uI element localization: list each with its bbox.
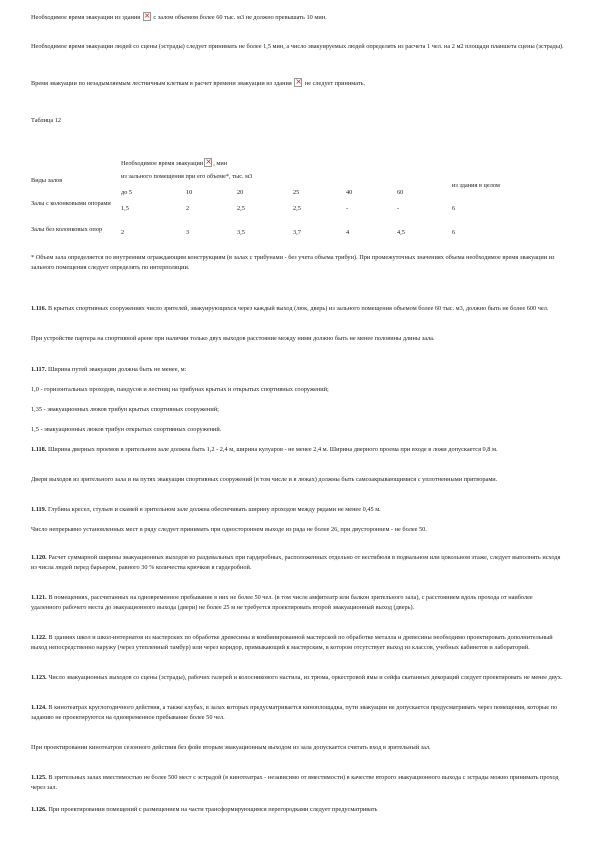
paragraph: [31, 304, 564, 314]
paragraph-text: При проектировании кинотеатров сезонного действия без фойе вторым эвакуационным выходом из зала допускается считать вход в зрительный зал.: [31, 744, 431, 751]
paragraph: [31, 633, 564, 652]
table-row-label: Залы без колонковых опор: [31, 226, 103, 233]
clause-number: 1.126.: [31, 806, 47, 813]
table-cell: 2,5: [293, 205, 301, 212]
table-subheader: 60: [397, 189, 404, 196]
paragraph-text: 1,35 - эвакуационных люков трибун крытых спортивных сооружений;: [31, 406, 219, 413]
paragraph: [31, 475, 564, 485]
table-cell: 1,5: [121, 205, 129, 212]
clause-number: 1.118.: [31, 446, 47, 453]
paragraph-text: Необходимое время эвакуации людей со сцены (эстрады) следует принимать не более 1,5 мин, а число эвакуируемых людей определять из расчета 1 чел. на 2 м2 площади планшета сцены (эстрады).: [31, 43, 564, 50]
broken-image-icon: [204, 158, 212, 167]
paragraph-text: Время эвакуации по незадымляемым лестничным клеткам в расчет времени эвакуации из здания: [31, 80, 292, 87]
clause-number: 1.124.: [31, 704, 47, 711]
paragraph-text: В зданиях школ и школ-интернатов из мастерских по обработке древесины и комбинированной мастерской по обработке металла и древесины необходимо проектировать дополнительный выход непосредственно наружу (через утепленный тамбур) или через коридор, примыкающий к мастерским, в котором отсутствует выход из классов, учебных кабинетов и лабораторий.: [31, 634, 553, 651]
broken-image-icon: [143, 12, 151, 21]
broken-image-icon: [294, 78, 302, 87]
paragraph: [31, 12, 564, 23]
paragraph-text: Число эвакуационных выходов со сцены (эстрады), рабочих галерей и колосникового настила, из трюма, оркестровой ямы и сейфа скатанных декораций следует проектировать не менее двух.: [48, 674, 563, 681]
paragraph: [31, 385, 564, 395]
paragraph-text: 1,0 - горизонтальных проходов, пандусов и лестниц на трибунах крытых и открытых спортивных сооружений;: [31, 386, 329, 393]
table-cell: 6: [452, 205, 456, 212]
table-header-hall-type: Виды залов: [31, 177, 63, 184]
table-cell: -: [397, 205, 400, 212]
header-text: Необходимое время эвакуации: [121, 160, 204, 167]
table-cell: 2,5: [237, 205, 245, 212]
paragraph-text: В зрительных залах вместимостью не более 500 мест с эстрадой (в кинотеатрах - независимо от вместимости) в качестве второго эвакуационного выхода с эстрады можно принимать проход через зал.: [31, 774, 559, 791]
clause-number: 1.123.: [31, 674, 47, 681]
paragraph: [31, 505, 564, 515]
table-subheader: 25: [293, 189, 300, 196]
table-row-label: Залы с колонковыми опорами: [31, 200, 111, 207]
table-subheader: 20: [237, 189, 244, 196]
paragraph-text: Ширина дверных проемов в зрительном зале должна быть 1,2 - 2,4 м, ширина кулуаров - не менее 2,4 м. Ширина дверного проема при входе в ложи допускается 0,8 м.: [47, 446, 498, 453]
paragraph-text: Глубина кресел, стульев и скамей в зрительном зале должна обеспечивать ширину проходов между рядами не менее 0,45 м.: [47, 506, 381, 513]
paragraph: [31, 525, 564, 535]
paragraph-text: Расчет суммарной ширины эвакуационных выходов из раздевальных при гардеробных, расположенных отдельно от вестибюля в подвальном или цокольном этаже, следует выполнять исходя из числа людей перед барьером, равного 30 % количества крючков в гардеробной.: [31, 554, 561, 571]
paragraph: [31, 334, 564, 344]
clause-number: 1.116.: [31, 305, 47, 312]
clause-number: 1.120.: [31, 554, 47, 561]
table-header-time: [121, 158, 227, 169]
paragraph: [31, 425, 564, 435]
paragraph-text: В кинотеатрах круглогодичного действия, а также клубах, в залах которых предусматривается киноплощадка, пути эвакуации не допускается предусматривать через помещения, которые по заданию не проектируются на одновременное пребывание более 50 чел.: [31, 704, 558, 721]
table-cell: 3,5: [237, 229, 245, 236]
clause-number: 1.122.: [31, 634, 47, 641]
table-subheader: 10: [186, 189, 193, 196]
paragraph: [31, 78, 564, 89]
table-header-volume: из зального помещения при его объеме*, тыс. м3: [121, 173, 253, 180]
table-cell: -: [346, 205, 349, 212]
paragraph: [31, 743, 564, 753]
table-subheader: 40: [346, 189, 353, 196]
paragraph: [31, 703, 564, 722]
paragraph: [31, 593, 564, 612]
paragraph-text: В помещениях, рассчитанных на одновременное пребывание в них не более 50 чел. (в том числе амфитеатр или балкон зрительного зала), с расстоянием вдоль прохода от наиболее удаленного рабочего места до эвакуационного выхода (двери) не более 25 м не требуется проектировать второй эвакуационный выход (дверь).: [31, 594, 533, 611]
paragraph-text: В крытых спортивных сооружениях число зрителей, эвакуирующихся через каждый выход (люк, дверь) из зального помещения объемом более 60 тыс. м3, должно быть не более 600 чел.: [47, 305, 549, 312]
paragraph-text: Число непрерывно установленных мест в ряду следует принимать при одностороннем выходе из ряда не более 26, при двустороннем - не более 50.: [31, 526, 427, 533]
table-cell: 3: [186, 229, 190, 236]
paragraph-text: При проектировании помещений с размещением на части трансформирующимся перегородками следует предусматривать: [48, 806, 378, 813]
paragraph-text: 1,5 - эвакуационных люков трибун открытых спортивных сооружений.: [31, 426, 222, 433]
table-cell: 2: [186, 205, 190, 212]
table-header-building: из здания в целом: [452, 182, 500, 189]
paragraph: [31, 673, 564, 683]
paragraph-text: Необходимое время эвакуации из здания: [31, 14, 141, 21]
paragraph: [31, 805, 564, 815]
paragraph-text: не следует принимать.: [304, 80, 366, 87]
paragraph: [31, 773, 564, 792]
table-cell: 6: [452, 229, 456, 236]
clause-number: 1.125.: [31, 774, 47, 781]
paragraph: [31, 42, 564, 52]
paragraph: [31, 365, 564, 375]
table-cell: 4: [346, 229, 350, 236]
paragraph-text: Ширина путей эвакуации должна быть не менее, м:: [47, 366, 187, 373]
paragraph-text: Двери выходов из зрительного зала и на путях эвакуации спортивных сооружений (в том числе и в люках) должны быть самозакрывающимися с уплотненными притворами.: [31, 476, 498, 483]
clause-number: 1.117.: [31, 366, 47, 373]
paragraph: [31, 445, 564, 455]
table-title: Таблица 12: [31, 117, 62, 124]
table-cell: 2: [121, 229, 125, 236]
table-cell: 3,7: [293, 229, 301, 236]
clause-number: 1.121.: [31, 594, 47, 601]
paragraph: [31, 405, 564, 415]
paragraph-text: с залом объемом более 60 тыс. м3 не должно превышать 10 мин.: [153, 14, 327, 21]
table-cell: 4,5: [397, 229, 405, 236]
paragraph: [31, 553, 564, 572]
header-text: , мин: [213, 160, 228, 167]
table-subheader: до 5: [121, 189, 133, 196]
paragraph-text: При устройстве партера на спортивной арене при наличии только двух выходов расстояние между ними должно быть не менее половины длины зала.: [31, 335, 435, 342]
clause-number: 1.119.: [31, 506, 47, 513]
table-footnote: * Объем зала определяется по внутренним ограждающим конструкциям (в залах с трибунами - без учета объема трибун). При промежуточных значениях объема необходимое время эвакуации из зального помещения следует определять по интерполяции.: [31, 254, 555, 271]
